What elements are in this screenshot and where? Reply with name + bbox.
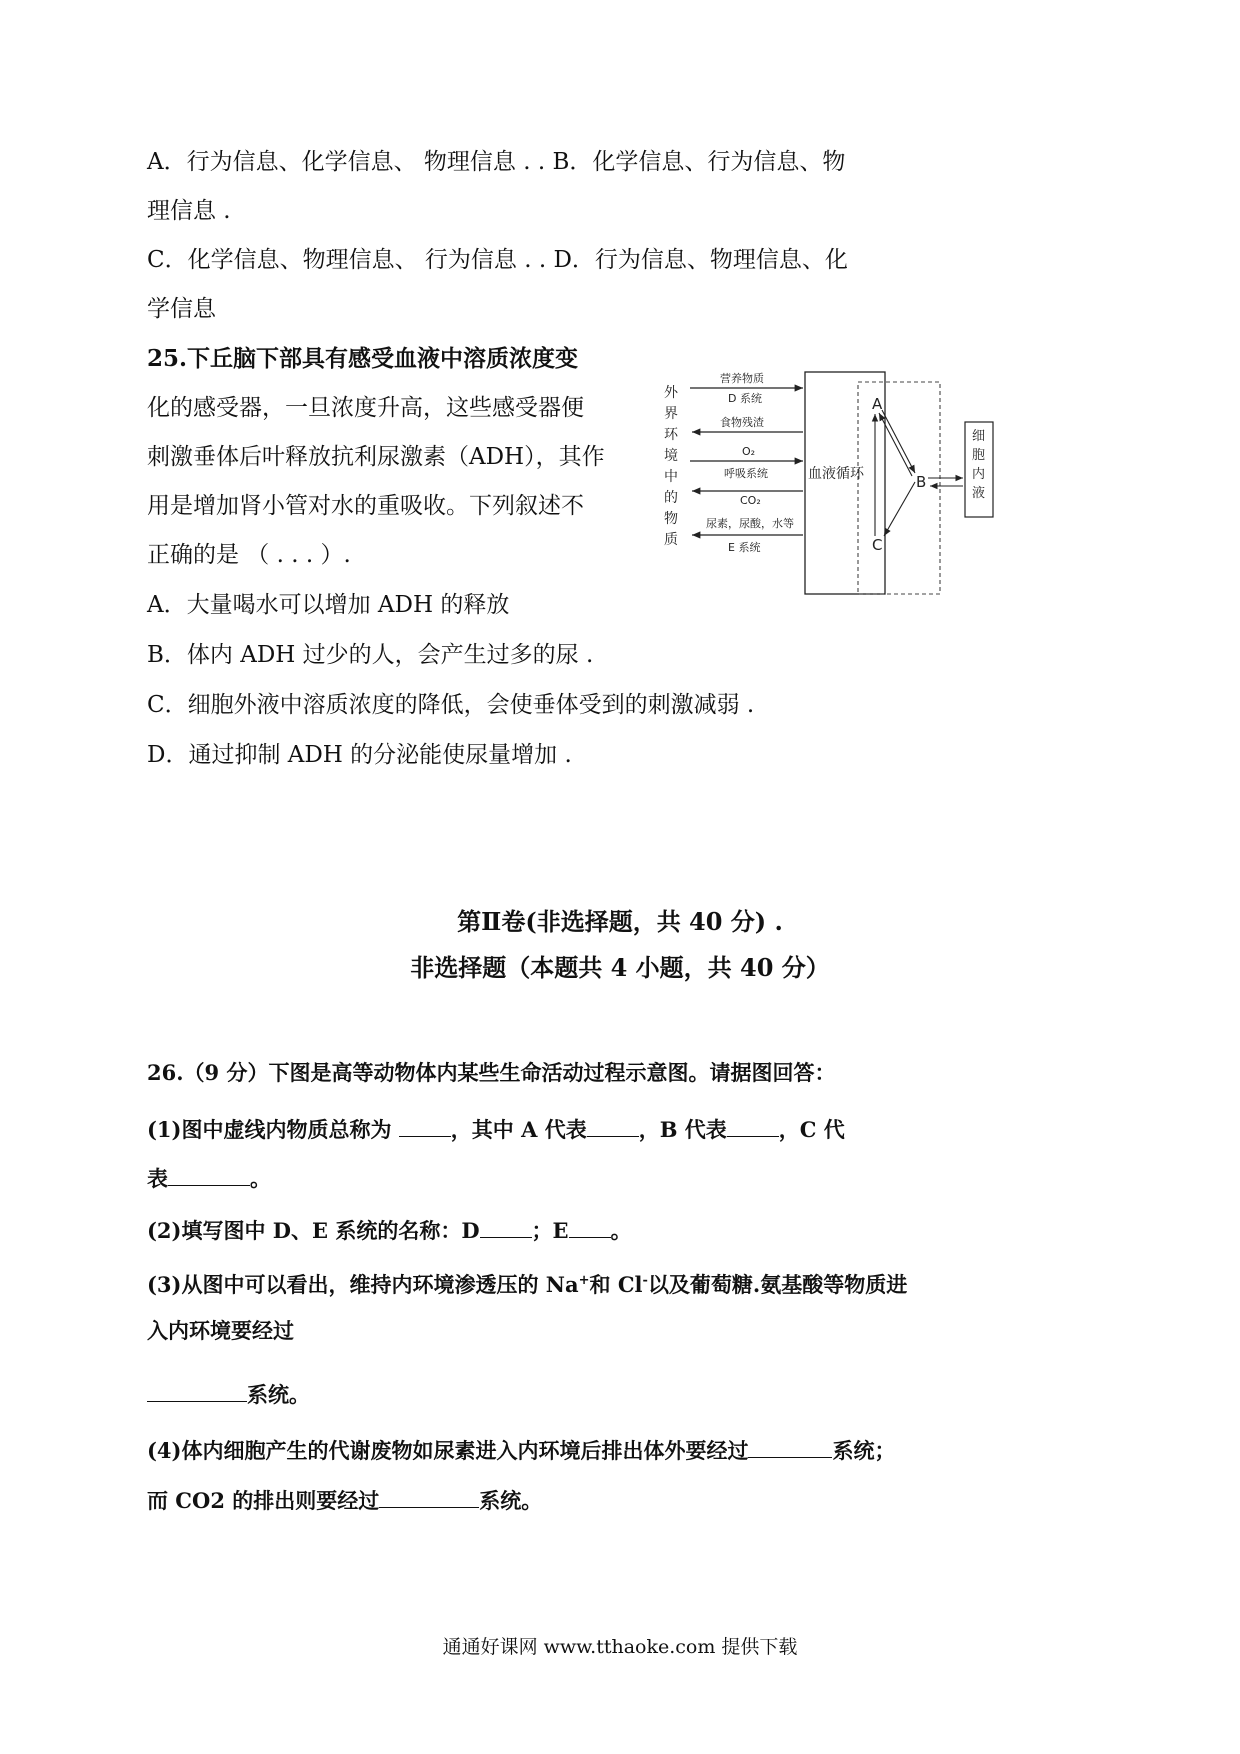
q26-part2-text: 。	[610, 1218, 632, 1243]
q26-part2-text: ；E	[531, 1218, 569, 1243]
q26-part4-text: 系统。	[479, 1488, 543, 1513]
outside-environment-label	[664, 385, 679, 548]
q26-part3-text: 系统。	[247, 1382, 310, 1407]
answer-blank[interactable]	[399, 1112, 451, 1137]
q26-part2-text: (2)填写图中 D、E 系统的名称：D	[147, 1218, 480, 1243]
q26-part1-text: ，其中 A 代表	[450, 1117, 587, 1142]
label-nutrients: 营养物质	[720, 372, 764, 385]
internal-environment-dashed-box	[858, 382, 940, 594]
answer-blank[interactable]	[480, 1213, 532, 1238]
q26-part1-text: 。	[250, 1166, 271, 1191]
q26-part4	[147, 1433, 895, 1466]
q25-stem-line: 刺激垂体后叶释放抗利尿激素（ADH），其作	[147, 444, 605, 470]
right-label-char: 胞	[972, 448, 986, 463]
q25-option-c: C．细胞外液中溶质浓度的降低，会使垂体受到的刺激减弱 .	[147, 692, 755, 718]
label-co2: CO₂	[740, 494, 761, 507]
q26-part3-cont2	[147, 1377, 310, 1410]
q24-option-c: C．化学信息、物理信息、 行为信息 . . D．行为信息、物理信息、化	[147, 247, 848, 273]
q26-part3	[147, 1266, 907, 1300]
q26-part3-text: 以及葡萄糖.氨基酸等物质进	[647, 1272, 908, 1297]
left-label-char: 物	[664, 511, 678, 527]
left-label-char: 界	[664, 406, 678, 422]
arrow-b-to-a	[879, 413, 912, 476]
left-label-char: 质	[664, 532, 678, 548]
blood-circulation-label: 血液循环	[808, 466, 864, 482]
q24-option-a: A．行为信息、化学信息、 物理信息 . . B．化学信息、行为信息、物	[147, 149, 846, 175]
node-a: A	[872, 395, 883, 413]
q26-part3-text: 和 Cl	[589, 1272, 643, 1297]
answer-blank[interactable]	[168, 1161, 250, 1186]
label-o2: O₂	[742, 445, 756, 458]
answer-blank[interactable]	[379, 1483, 479, 1508]
q26-part1-cont	[147, 1161, 271, 1194]
q26-part1-text: (1)图中虚线内物质总称为	[147, 1117, 399, 1142]
label-urea: 尿素，尿酸，水等	[706, 517, 794, 530]
superscript: +	[578, 1273, 590, 1288]
q26-part4-cont	[147, 1483, 542, 1516]
answer-blank[interactable]	[727, 1112, 779, 1137]
arrow-b-to-c	[884, 482, 915, 536]
right-label-char: 内	[972, 467, 986, 482]
q24-option-a-cont: 理信息 .	[147, 198, 231, 224]
arrow-a-to-b	[882, 410, 915, 473]
node-b: B	[916, 473, 927, 491]
q25-stem-line: 用是增加肾小管对水的重吸收。下列叙述不	[147, 493, 584, 519]
left-label-char: 中	[664, 469, 678, 485]
q25-stem-line: 25.下丘脑下部具有感受血液中溶质浓度变	[147, 345, 579, 372]
q25-option-a: A．大量喝水可以增加 ADH 的释放	[147, 592, 510, 618]
answer-blank[interactable]	[147, 1377, 247, 1402]
q26-part4-text: 而 CO2 的排出则要经过	[147, 1488, 380, 1513]
q26-part2	[147, 1213, 632, 1246]
q25-option-b: B．体内 ADH 过少的人，会产生过多的尿 .	[147, 642, 594, 668]
q25-option-d: D．通过抑制 ADH 的分泌能使尿量增加 .	[147, 742, 572, 768]
answer-blank[interactable]	[569, 1213, 611, 1238]
section-title: 第Ⅱ卷(非选择题，共 40 分) .	[457, 907, 783, 936]
node-c: C	[872, 536, 883, 554]
answer-blank[interactable]	[748, 1433, 832, 1458]
q26-part4-text: (4)体内细胞产生的代谢废物如尿素进入内环境后排出体外要经过	[147, 1438, 749, 1463]
left-label-char: 环	[664, 427, 678, 443]
q26-part1	[147, 1112, 845, 1145]
q25-stem-line: 化的感受器，一旦浓度升高，这些感受器便	[147, 395, 584, 421]
left-label-char: 境	[664, 448, 678, 464]
q26-part1-text: ，B 代表	[638, 1117, 727, 1142]
section-subtitle: 非选择题（本题共 4 小题，共 40 分）	[410, 953, 830, 982]
answer-blank[interactable]	[587, 1112, 639, 1137]
q26-part3-cont: 入内环境要经过	[147, 1318, 294, 1343]
label-respiratory-system: 呼吸系统	[724, 467, 768, 480]
q26-part1-text: ，C 代	[778, 1117, 845, 1142]
superscript: -	[642, 1273, 648, 1288]
q25-stem-line: 正确的是 （ . . . ）.	[147, 542, 351, 568]
q26-part4-text: 系统；	[832, 1438, 896, 1463]
footer-text: 通通好课网 www.tthaoke.com 提供下载	[442, 1636, 798, 1658]
label-e-system: E 系统	[728, 541, 761, 554]
q26-part3-text: (3)从图中可以看出，维持内环境渗透压的 Na	[147, 1272, 579, 1297]
right-label-char: 液	[972, 486, 986, 501]
label-food-residue: 食物残渣	[720, 416, 764, 429]
label-d-system: D 系统	[728, 392, 762, 405]
internal-environment-diagram	[660, 370, 1000, 605]
intracellular-fluid-label	[972, 429, 985, 501]
q26-stem: 26.（9 分）下图是高等动物体内某些生命活动过程示意图。请据图回答：	[147, 1060, 836, 1085]
left-label-char: 的	[664, 490, 678, 506]
right-label-char: 细	[972, 429, 986, 444]
left-label-char: 外	[664, 385, 678, 401]
q26-part1-text: 表	[147, 1166, 168, 1191]
q24-option-c-cont: 学信息	[147, 296, 216, 322]
